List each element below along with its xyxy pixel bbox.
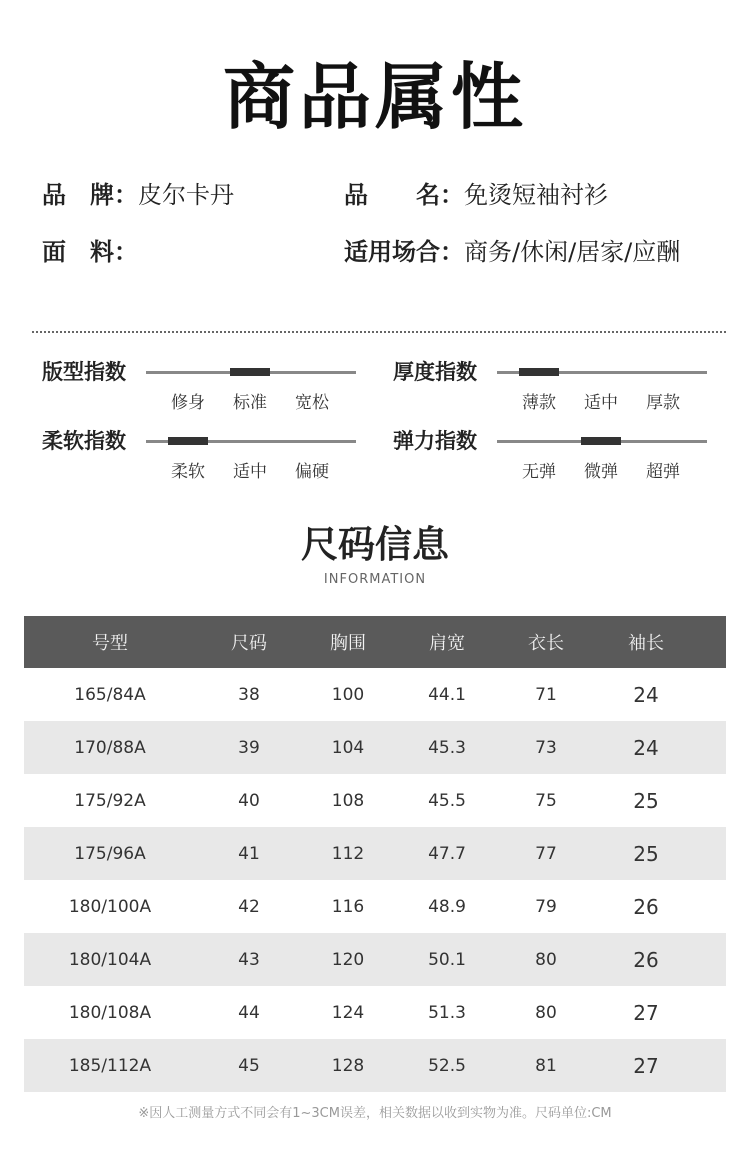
table-cell: 77 <box>535 843 557 864</box>
table-cell: 180/108A <box>68 1002 152 1023</box>
size-table-header <box>24 616 726 668</box>
index-elasticity <box>393 427 713 487</box>
index-thickness-option: 厚款 <box>646 393 680 413</box>
table-cell: 75 <box>535 790 557 811</box>
table-cell: 24 <box>633 682 659 707</box>
table-cell: 175/96A <box>74 843 146 864</box>
index-elasticity-option: 超弹 <box>646 462 680 482</box>
table-cell: 108 <box>331 790 365 811</box>
table-cell: 43 <box>238 949 260 970</box>
measurement-footnote: ※因人工测量方式不同会有1~3CM误差，相关数据以收到实物为准。尺码单位:CM <box>138 1106 612 1121</box>
index-softness-label: 柔软指数 <box>42 429 126 453</box>
header-cell: 胸围 <box>330 633 366 654</box>
table-row <box>24 721 726 774</box>
attr-brand <box>42 180 234 210</box>
table-cell: 71 <box>535 684 557 705</box>
attr-brand-value: 皮尔卡丹 <box>138 181 234 209</box>
table-cell: 44 <box>238 1002 260 1023</box>
size-table <box>24 616 726 1092</box>
table-cell: 48.9 <box>428 896 466 917</box>
table-cell: 42 <box>238 896 260 917</box>
table-cell: 165/84A <box>74 684 146 705</box>
table-cell: 26 <box>633 947 659 972</box>
index-fit-option: 标准 <box>233 393 267 413</box>
table-cell: 52.5 <box>428 1055 466 1076</box>
table-cell: 45.5 <box>428 790 466 811</box>
index-thickness-label: 厚度指数 <box>393 360 477 384</box>
size-section-title: 尺码信息 <box>301 523 449 566</box>
table-row <box>24 933 726 986</box>
table-cell: 128 <box>331 1055 365 1076</box>
table-cell: 100 <box>331 684 365 705</box>
header-cell: 尺码 <box>231 633 267 654</box>
index-fit-option: 修身 <box>171 393 205 413</box>
header-cell: 号型 <box>92 633 128 654</box>
index-thickness-option: 适中 <box>584 393 618 413</box>
table-cell: 27 <box>633 1000 659 1025</box>
attr-name <box>344 180 608 210</box>
table-cell: 25 <box>633 788 659 813</box>
table-cell: 50.1 <box>428 949 466 970</box>
attr-fabric-label: 面 料： <box>42 238 138 266</box>
index-fit <box>42 358 362 418</box>
table-cell: 79 <box>535 896 557 917</box>
header-cell: 袖长 <box>628 633 664 654</box>
table-cell: 170/88A <box>74 737 146 758</box>
index-thickness <box>393 358 713 418</box>
table-cell: 25 <box>633 841 659 866</box>
table-cell: 175/92A <box>74 790 146 811</box>
table-cell: 39 <box>238 737 260 758</box>
table-cell: 24 <box>633 735 659 760</box>
attr-name-label: 品 名： <box>344 181 464 209</box>
page-title: 商品属性 <box>222 55 527 139</box>
attr-occasion <box>344 237 680 267</box>
index-fit-marker <box>230 368 270 376</box>
attr-fabric <box>42 237 138 267</box>
table-row <box>24 986 726 1039</box>
index-elasticity-marker <box>581 437 621 445</box>
index-softness <box>42 427 362 487</box>
table-cell: 112 <box>331 843 365 864</box>
table-cell: 116 <box>331 896 365 917</box>
dotted-divider <box>32 331 726 333</box>
table-cell: 51.3 <box>428 1002 466 1023</box>
index-fit-option: 宽松 <box>295 393 329 413</box>
table-row <box>24 880 726 933</box>
attr-occasion-value: 商务/休闲/居家/应酬 <box>464 238 681 266</box>
table-cell: 26 <box>633 894 659 919</box>
table-cell: 27 <box>633 1053 659 1078</box>
table-cell: 180/100A <box>68 896 152 917</box>
table-row <box>24 1039 726 1092</box>
index-softness-option: 柔软 <box>171 462 205 482</box>
size-section-subtitle: INFORMATION <box>323 572 427 587</box>
table-cell: 180/104A <box>68 949 152 970</box>
table-row <box>24 774 726 827</box>
index-elasticity-label: 弹力指数 <box>393 429 477 453</box>
table-cell: 41 <box>238 843 260 864</box>
table-row <box>24 827 726 880</box>
table-cell: 45.3 <box>428 737 466 758</box>
table-row <box>24 668 726 721</box>
table-cell: 120 <box>331 949 365 970</box>
attr-brand-label: 品 牌： <box>42 181 138 209</box>
table-cell: 80 <box>535 1002 557 1023</box>
index-softness-option: 偏硬 <box>295 462 329 482</box>
attr-name-value: 免烫短袖衬衫 <box>464 181 608 209</box>
table-cell: 81 <box>535 1055 557 1076</box>
table-cell: 80 <box>535 949 557 970</box>
index-thickness-option: 薄款 <box>522 393 556 413</box>
index-elasticity-option: 无弹 <box>522 462 556 482</box>
header-cell: 衣长 <box>528 633 564 654</box>
attr-occasion-label: 适用场合： <box>344 238 464 266</box>
table-cell: 185/112A <box>68 1055 152 1076</box>
table-cell: 40 <box>238 790 260 811</box>
table-cell: 47.7 <box>428 843 466 864</box>
index-softness-option: 适中 <box>233 462 267 482</box>
index-thickness-marker <box>519 368 559 376</box>
table-cell: 104 <box>331 737 365 758</box>
table-cell: 45 <box>238 1055 260 1076</box>
table-cell: 73 <box>535 737 557 758</box>
header-cell: 肩宽 <box>429 633 465 654</box>
table-cell: 124 <box>331 1002 365 1023</box>
table-cell: 44.1 <box>428 684 466 705</box>
table-cell: 38 <box>238 684 260 705</box>
index-elasticity-option: 微弹 <box>584 462 618 482</box>
index-softness-marker <box>168 437 208 445</box>
index-fit-label: 版型指数 <box>42 360 126 384</box>
